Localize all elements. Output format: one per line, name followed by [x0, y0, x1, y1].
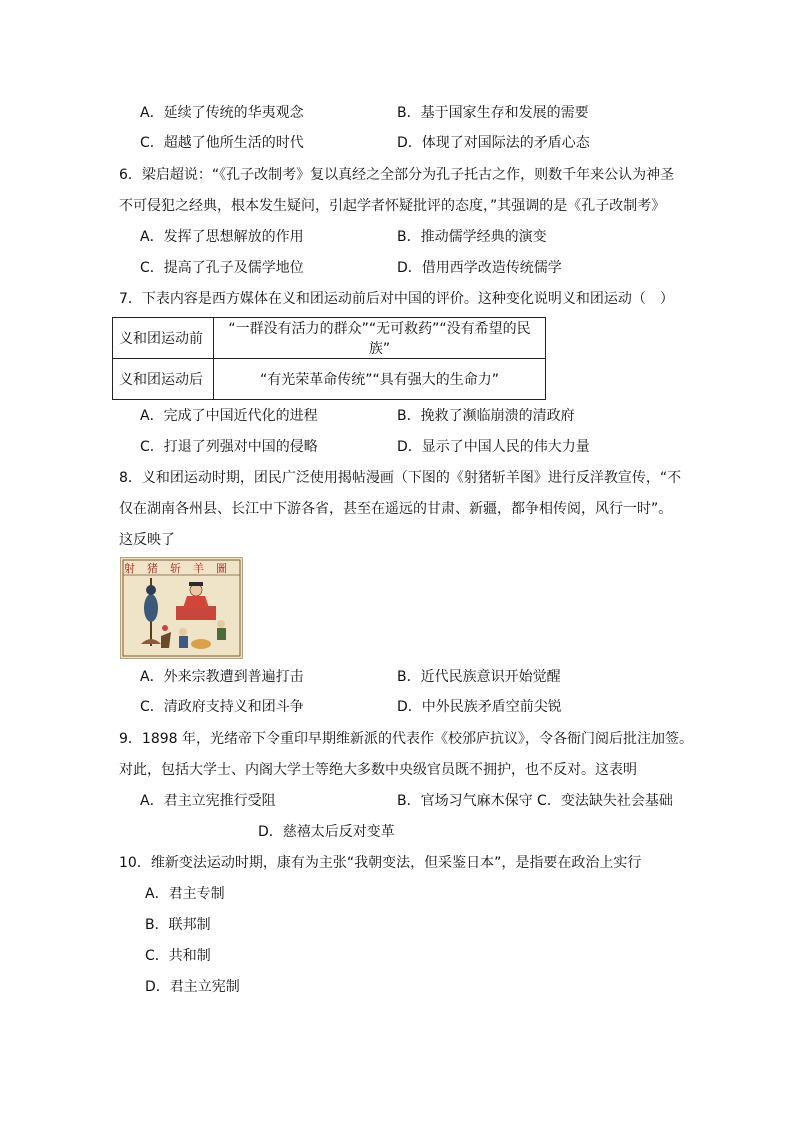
- q10-stem: 10．维新变法运动时期，康有为主张“我朝变法，但采鉴日本”，是指要在政治上实行: [119, 855, 642, 871]
- table-row: [113, 318, 546, 359]
- q6-stem-line1: 6．梁启超说：“《孔子改制考》复以真经之全部分为孔子托古之作，则数千年来公认为神圣: [119, 167, 675, 183]
- table-cell-content: “有光荣革命传统”“具有强大的生命力”: [214, 359, 546, 400]
- table-row: [113, 359, 546, 400]
- q8-option-d: D．中外民族矛盾空前尖锐: [397, 699, 562, 715]
- q10-option-d: D．君主立宪制: [145, 979, 240, 995]
- q8-option-b: B．近代民族意识开始觉醒: [397, 669, 561, 685]
- q10-option-c: C．共和制: [145, 948, 211, 964]
- q5-option-c: C．超越了他所生活的时代: [140, 135, 304, 151]
- q5-option-d: D．体现了对国际法的矛盾心态: [397, 135, 590, 151]
- q8-option-c: C．清政府支持义和团斗争: [140, 699, 304, 715]
- q8-option-a: A．外来宗教遭到普遍打击: [140, 669, 304, 685]
- q7-option-a: A．完成了中国近代化的进程: [140, 408, 318, 424]
- table-cell-label: 义和团运动前: [113, 318, 214, 359]
- q8-stem-line2: 仅在湖南各州县、长江中下游各省，甚至在遥远的甘肃、新疆，都争相传阅，风行一时”。: [119, 501, 673, 517]
- q8-stem-line1: 8．义和团运动时期，团民广泛使用揭帖漫画（下图的《射猪斩羊图》进行反洋教宣传，“不: [119, 470, 682, 486]
- q7-stem: 7．下表内容是西方媒体在义和团运动前后对中国的评价。这种变化说明义和团运动（ ）: [119, 291, 674, 307]
- q9-option-a: A．君主立宪推行受阻: [140, 793, 276, 809]
- q7-option-d: D．显示了中国人民的伟大力量: [397, 439, 590, 455]
- q6-option-c: C．提高了孔子及儒学地位: [140, 260, 304, 276]
- q10-option-b: B．联邦制: [145, 917, 211, 933]
- q8-stem-line3: 这反映了: [119, 532, 175, 548]
- q6-stem-line2: 不可侵犯之经典，根本发生疑问，引起学者怀疑批评的态度，”其强调的是《孔子改制考》: [119, 198, 666, 214]
- table-cell-label: 义和团运动后: [113, 359, 214, 400]
- q5-option-a: A．延续了传统的华夷观念: [140, 105, 304, 121]
- shezhu-zhanyang-cartoon-image: [120, 557, 243, 659]
- q6-option-a: A．发挥了思想解放的作用: [140, 229, 304, 245]
- q9-option-bc: B．官场习气麻木保守 C．变法缺失社会基础: [397, 793, 673, 809]
- cartoon-title: 射猪斩羊圖: [124, 562, 239, 575]
- table-cell-content: “一群没有活力的群众”“无可救药”“没有希望的民族”: [214, 318, 546, 359]
- q9-option-d: D．慈禧太后反对变革: [258, 824, 395, 840]
- q6-option-d: D．借用西学改造传统儒学: [397, 260, 562, 276]
- q9-stem-line1: 9．1898 年，光绪帝下令重印早期维新派的代表作《校邠庐抗议》，令各衙门阅后批注加签。: [119, 731, 693, 747]
- q7-table: [112, 317, 546, 400]
- cartoon-illustration: [121, 558, 242, 658]
- q7-option-b: B．挽救了濒临崩溃的清政府: [397, 408, 575, 424]
- q5-option-b: B．基于国家生存和发展的需要: [397, 105, 589, 121]
- q7-option-c: C．打退了列强对中国的侵略: [140, 439, 318, 455]
- q9-stem-line2: 对此，包括大学士、内阁大学士等绝大多数中央级官员既不拥护，也不反对。这表明: [119, 762, 637, 778]
- q10-option-a: A．君主专制: [145, 886, 225, 902]
- q6-option-b: B．推动儒学经典的演变: [397, 229, 547, 245]
